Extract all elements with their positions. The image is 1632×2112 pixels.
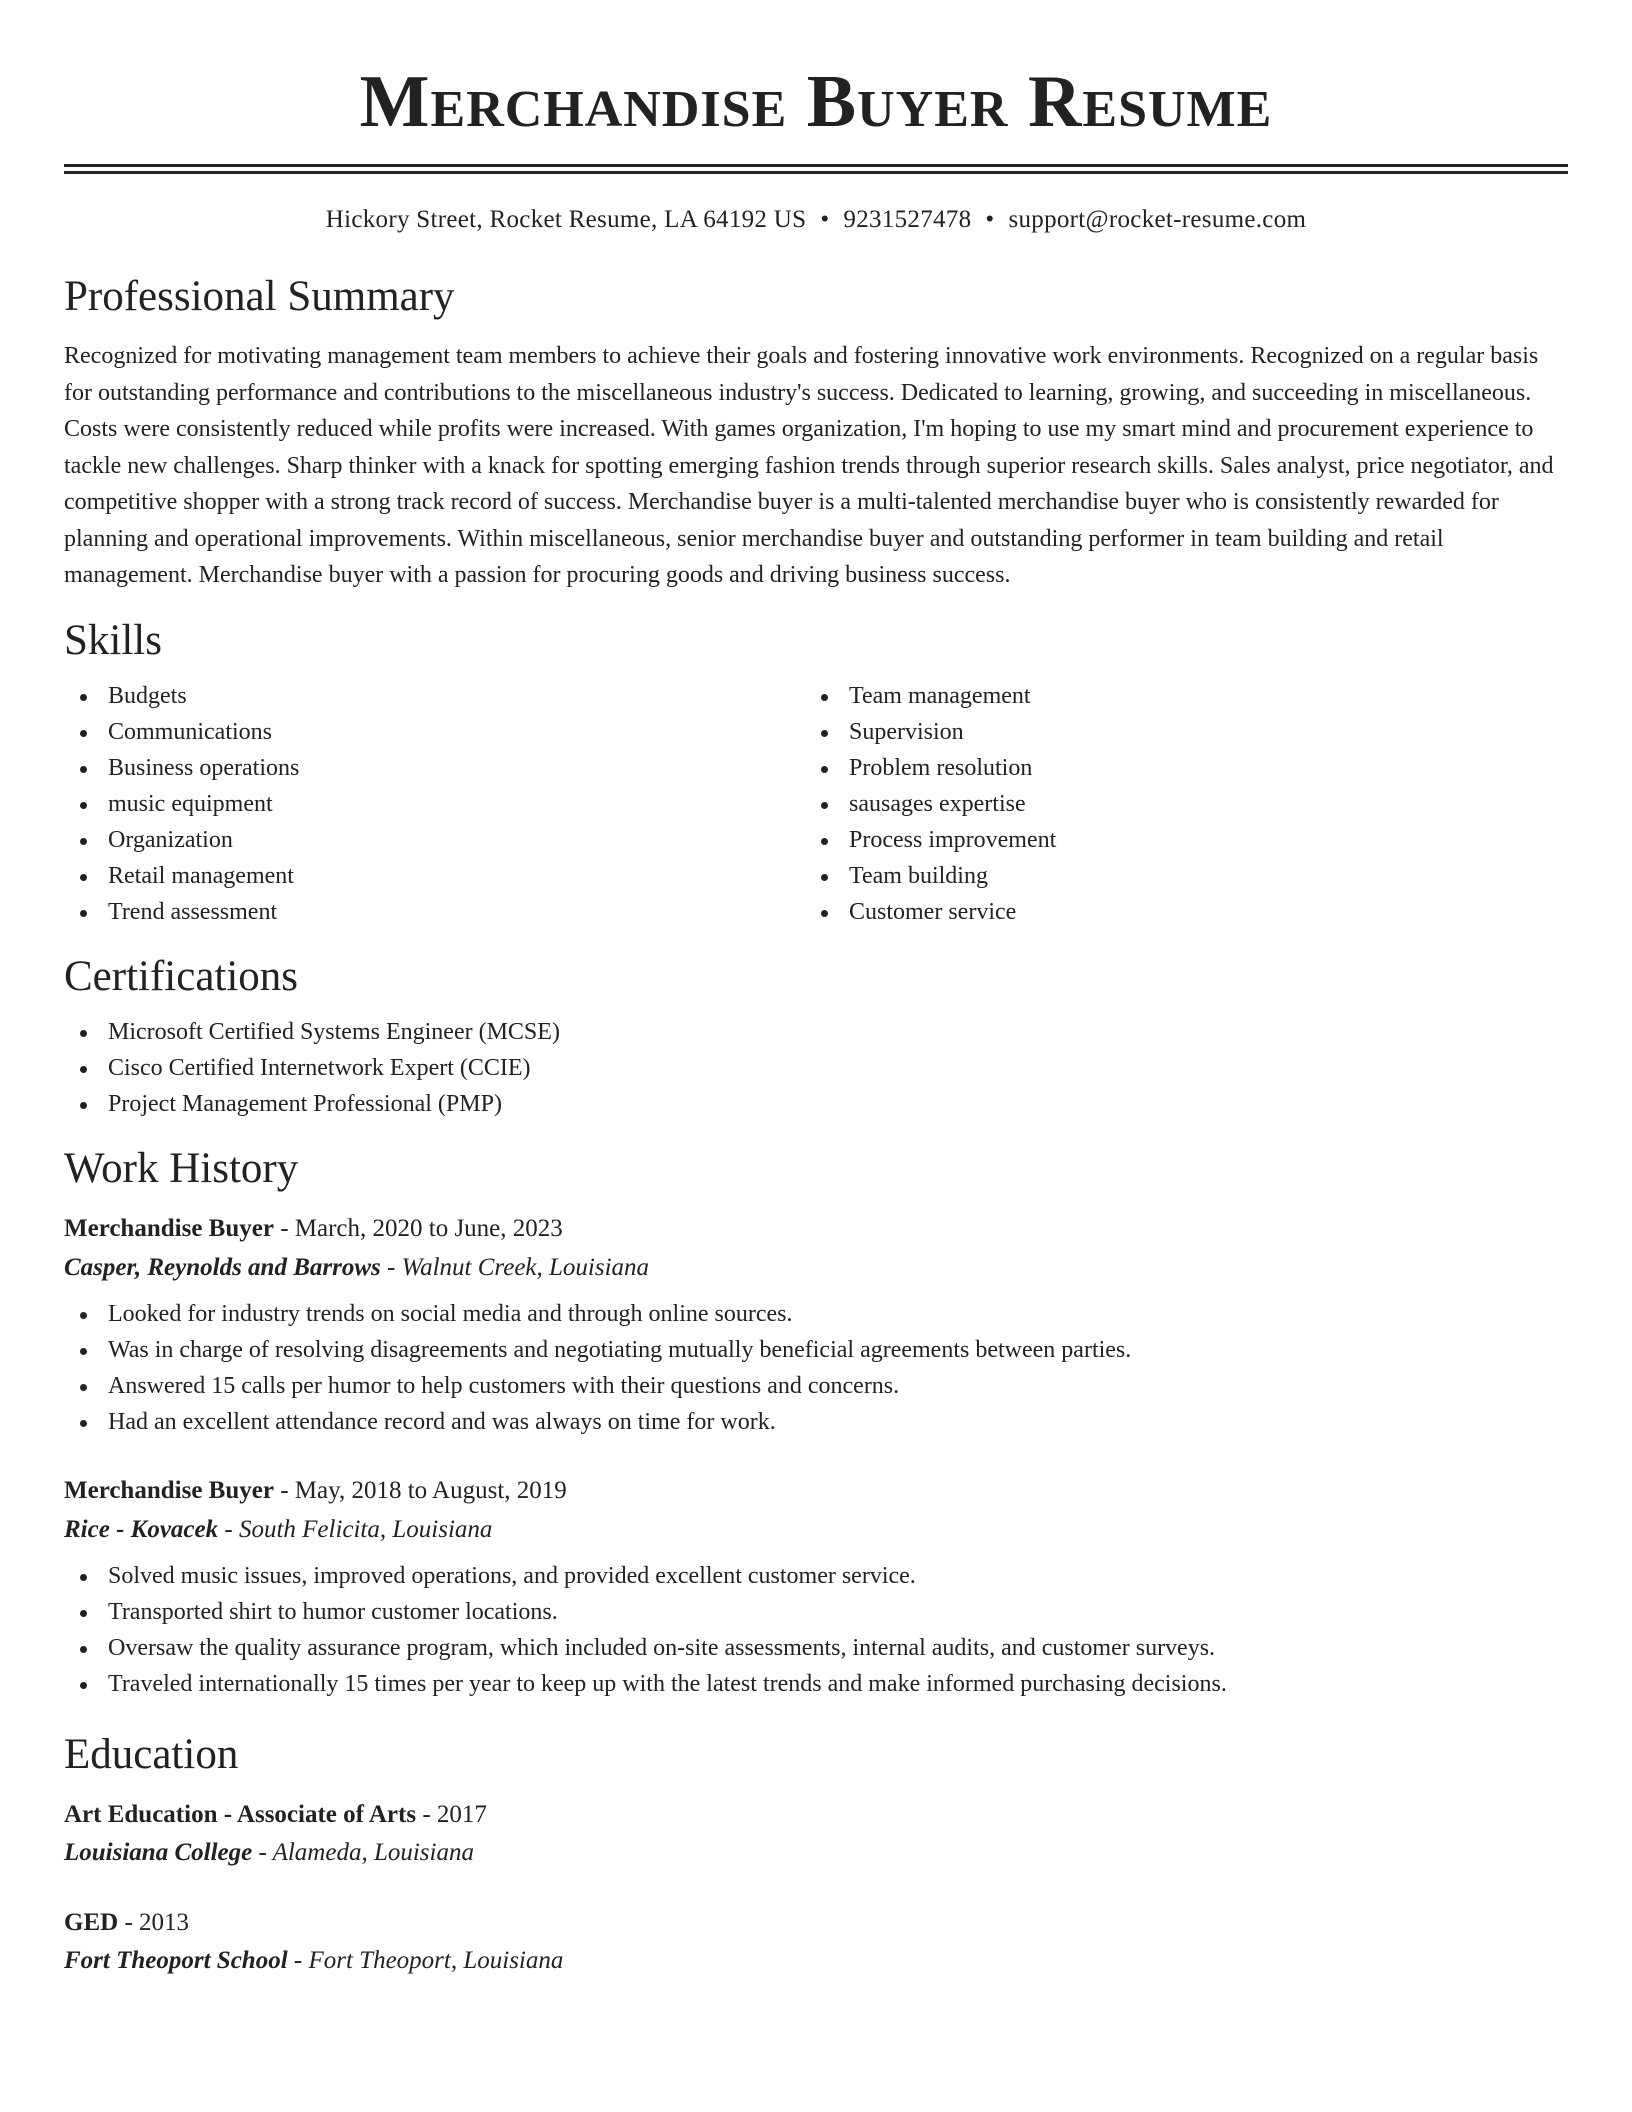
skills-list xyxy=(64,678,1568,930)
resume-title: Merchandise Buyer Resume xyxy=(359,61,1273,143)
rule-line-top xyxy=(64,164,1568,167)
education-school-line xyxy=(64,1942,1568,1980)
job-bullet: Had an excellent attendance record and was always on time for work. xyxy=(64,1404,1568,1440)
job-title-line xyxy=(64,1210,1568,1248)
skill-item: Customer service xyxy=(805,894,1546,930)
job-location: Walnut Creek, Louisiana xyxy=(401,1253,650,1281)
skill-item: Team building xyxy=(805,858,1546,894)
education-school-line xyxy=(64,1834,1568,1872)
job-bullet: Solved music issues, improved operations, and provided excellent customer service. xyxy=(64,1558,1568,1594)
certification-item: Project Management Professional (PMP) xyxy=(64,1086,1568,1122)
education-degree: Art Education - Associate of Arts xyxy=(64,1800,417,1828)
rule-line-bottom xyxy=(64,171,1568,174)
job-title: Merchandise Buyer xyxy=(64,1476,274,1504)
dash: - xyxy=(287,1946,309,1974)
contact-email: support@rocket-resume.com xyxy=(1008,206,1307,233)
job-dates: March, 2020 to June, 2023 xyxy=(294,1214,563,1242)
job-dates: May, 2018 to August, 2019 xyxy=(294,1476,567,1504)
skill-item: Team management xyxy=(805,678,1546,714)
job-bullets xyxy=(64,1296,1568,1440)
education-location: Fort Theoport, Louisiana xyxy=(308,1946,564,1974)
job-company-line xyxy=(64,1510,1568,1550)
education-degree: GED xyxy=(64,1908,119,1936)
job-company-line xyxy=(64,1248,1568,1288)
job-location: South Felicita, Louisiana xyxy=(238,1515,493,1543)
education-year: 2017 xyxy=(436,1800,487,1828)
skill-item: Organization xyxy=(64,822,805,858)
job-bullet: Was in charge of resolving disagreements and negotiating mutually beneficial agreements between parties. xyxy=(64,1332,1568,1368)
job-bullet: Transported shirt to humor customer locations. xyxy=(64,1594,1568,1630)
job-bullet: Looked for industry trends on social media and through online sources. xyxy=(64,1296,1568,1332)
skills-column-left xyxy=(64,678,805,930)
job-title: Merchandise Buyer xyxy=(64,1214,274,1242)
contact-separator: • xyxy=(820,206,830,233)
certifications-heading: Certifications xyxy=(64,952,299,1000)
education-entry xyxy=(64,1904,1568,1980)
contact-address: Hickory Street, Rocket Resume, LA 64192 US xyxy=(325,206,807,233)
dash: - xyxy=(218,1515,239,1543)
education-year: 2013 xyxy=(139,1908,190,1936)
job-entry xyxy=(64,1472,1568,1702)
education-entry xyxy=(64,1796,1568,1872)
skills-heading: Skills xyxy=(64,616,162,664)
certifications-list xyxy=(64,1014,1568,1122)
skill-item: Business operations xyxy=(64,750,805,786)
summary-heading: Professional Summary xyxy=(64,273,455,320)
certification-item: Cisco Certified Internetwork Expert (CCIE) xyxy=(64,1050,1568,1086)
skill-item: Supervision xyxy=(805,714,1546,750)
education-heading: Education xyxy=(64,1730,239,1778)
certification-item: Microsoft Certified Systems Engineer (MCSE) xyxy=(64,1014,1568,1050)
title-double-rule xyxy=(64,164,1568,174)
skill-item: music equipment xyxy=(64,786,805,822)
job-bullet: Answered 15 calls per humor to help customers with their questions and concerns. xyxy=(64,1368,1568,1404)
skill-item: Retail management xyxy=(64,858,805,894)
skills-column-right xyxy=(805,678,1546,930)
job-bullets xyxy=(64,1558,1568,1702)
education-school: Fort Theoport School xyxy=(64,1946,288,1974)
dash: - xyxy=(380,1253,402,1281)
education-location: Alameda, Louisiana xyxy=(272,1838,474,1866)
skill-item: Communications xyxy=(64,714,805,750)
job-bullet: Traveled internationally 15 times per year to keep up with the latest trends and make informed purchasing decisions. xyxy=(64,1666,1568,1702)
skill-item: Budgets xyxy=(64,678,805,714)
dash: - xyxy=(416,1800,437,1828)
work-history-heading: Work History xyxy=(64,1144,299,1192)
dash: - xyxy=(273,1214,295,1242)
skill-item: sausages expertise xyxy=(805,786,1546,822)
skill-item: Trend assessment xyxy=(64,894,805,930)
dash: - xyxy=(273,1476,295,1504)
contact-phone: 9231527478 xyxy=(843,206,972,233)
contact-separator: • xyxy=(985,206,995,233)
education-degree-line xyxy=(64,1796,1568,1834)
skill-item: Process improvement xyxy=(805,822,1546,858)
education-school: Louisiana College xyxy=(64,1838,253,1866)
job-entry xyxy=(64,1210,1568,1440)
summary-text: Recognized for motivating management team members to achieve their goals and fostering innovative work environments. Recognized on a regular basis for outstanding performance and contributions to the miscellaneous industry's success. Dedicated to learning, growing, and succeeding in miscellaneous. Costs were consistently reduced while profits were increased. With games organization, I'm hoping to use my smart mind and procurement experience to tackle new challenges. Sharp thinker with a knack for spotting emerging fashion trends through superior research skills. Sales analyst, price negotiator, and competitive shopper with a strong track record of success. Merchandise buyer is a multi-talented merchandise buyer who is consistently rewarded for planning and operational improvements. Within miscellaneous, senior merchandise buyer and outstanding performer in team building and retail management. Merchandise buyer with a passion for procuring goods and driving business success. xyxy=(64,343,1554,588)
skill-item: Problem resolution xyxy=(805,750,1546,786)
dash: - xyxy=(118,1908,140,1936)
job-company: Rice - Kovacek xyxy=(64,1515,219,1543)
job-bullet: Oversaw the quality assurance program, which included on-site assessments, internal audits, and customer surveys. xyxy=(64,1630,1568,1666)
contact-line xyxy=(64,204,1568,236)
job-title-line xyxy=(64,1472,1568,1510)
job-company: Casper, Reynolds and Barrows xyxy=(64,1253,381,1281)
education-degree-line xyxy=(64,1904,1568,1942)
dash: - xyxy=(252,1838,273,1866)
